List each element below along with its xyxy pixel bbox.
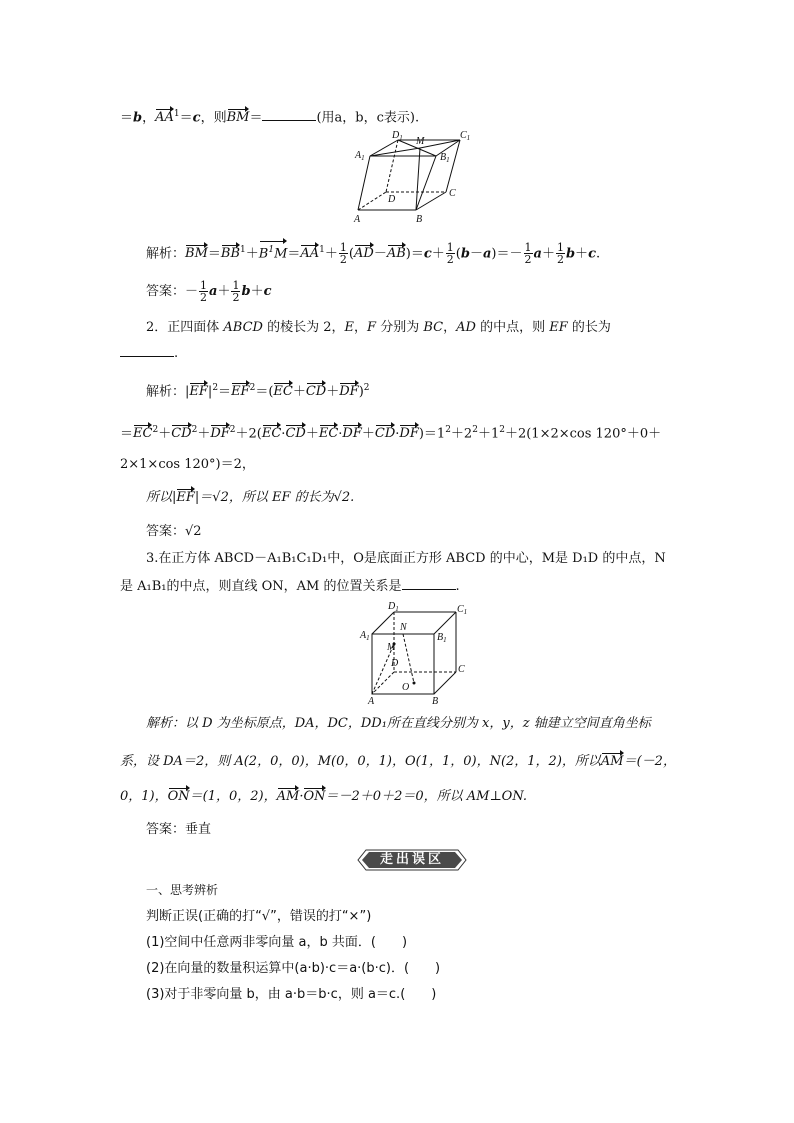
q3-solution-line2: 系，设 DA＝2，则 A(2，0，0)，M(0，0，1)，O(1，1，0)，N(2，1，2)，所以AM＝(－2， xyxy=(120,752,676,772)
q3-solution-line3: 0，1)，ON＝(1，0，2)，AM·ON＝－2＋0＋2＝0，所以 AM⊥ON. xyxy=(120,787,527,807)
fig2-label-b: B xyxy=(432,696,439,706)
q3-answer: 答案：垂直 xyxy=(146,822,212,837)
q2-solution-line1: 解析：$|EF|^2=EF^2=(EC+CD+DF)^2$ xyxy=(146,378,370,402)
q1-answer: 答案：－ $\frac{1}{2}$ a＋ $\frac{1}{2}$ b＋c xyxy=(146,279,272,304)
fig1-label-m: M xyxy=(416,136,425,147)
fig2-label-b1: $B_1$ xyxy=(437,632,447,644)
q2-solution-line2: $=EC^2+CD^2+DF^2+2(EC\cdot CD+EC\cdot DF+CD\cdot DF)=1^2+2^2+1^2+2(1\times 2\times\cos$ 120°＋0＋ xyxy=(120,420,661,444)
section-badge-text: 走出误区 xyxy=(379,852,444,867)
q2-stem: 2．正四面体 ABCD 的棱长为 2，E，F 分别为 BC，AD 的中点，则 EF 的长为 xyxy=(146,320,611,335)
fig1-label-b1: $B_1$ xyxy=(440,152,450,164)
q2-stem-blank: . xyxy=(120,344,178,364)
q1-stem-tail: (用a，b，c表示). xyxy=(316,110,420,126)
judge-item-3: (3)对于非零向量 b，由 a·b＝b·c，则 a＝c.( ) xyxy=(146,987,437,1002)
fig1-label-a: A xyxy=(354,214,361,225)
fig2-label-d1: $D_1$ xyxy=(388,601,399,613)
answer-blank xyxy=(262,108,316,121)
judge-item-1: (1)空间中任意两非零向量 a，b 共面．( ) xyxy=(146,935,408,950)
q3-solution-line1: 解析：以 D 为坐标原点，DA，DC，DD₁所在直线分别为 x，y，z 轴建立空间直角坐标 xyxy=(146,716,651,731)
q2-conclusion: 所以|EF|＝√2，所以 EF 的长为√2. xyxy=(146,488,354,508)
fig1-label-a1: $A_1$ xyxy=(355,150,365,162)
section-badge xyxy=(356,848,468,872)
section-instruction: 判断正误(正确的打“√”，错误的打“×”) xyxy=(146,909,372,924)
q3-stem-line1: 3.在正方体 ABCD－A₁B₁C₁D₁中，O是底面正方形 ABCD 的中心，M是 D₁D 的中点，N xyxy=(146,551,666,566)
q3-stem-line2: 是 A₁B₁的中点，则直线 ON，AM 的位置关系是 . xyxy=(120,579,460,594)
fig1-label-d1: $D_1$ xyxy=(392,130,403,142)
fig2-label-c: C xyxy=(458,664,465,675)
fig2-label-m: M xyxy=(387,642,396,653)
q1-solution: 解析：$BM=BB^1+B^1M=AA^1+$ $\frac{1}{2}$ (AD－AB)＝c＋ $\frac{1}{2}$ (b－a)＝－ $\frac{1}{2}$ a＋ $\frac{1}{2}$ b＋c. xyxy=(146,241,601,267)
fig1-label-c1: $C_1$ xyxy=(460,130,471,142)
q1-stem: ＝b，$AA^1=c$，则BM＝ (用a，b，c表示). xyxy=(120,104,419,128)
fig2-label-n: N xyxy=(400,622,407,633)
fig1-label-b: B xyxy=(416,214,423,225)
q3-answer-value: 垂直 xyxy=(185,822,212,837)
fig2-label-a1: $A_1$ xyxy=(360,630,370,642)
q2-answer-value: √2 xyxy=(185,524,202,539)
fig2-label-o: O xyxy=(402,682,410,693)
fig2-label-c1: $C_1$ xyxy=(457,604,468,616)
q2-solution-line3: 2×1×cos 120°)＝2， xyxy=(120,457,255,472)
judge-item-2: (2)在向量的数量积运算中(a·b)·c＝a·(b·c)．( ) xyxy=(146,961,441,976)
fig2-label-d: D xyxy=(391,658,399,669)
fig1-label-d: D xyxy=(388,194,396,205)
fig2-label-a: A xyxy=(368,696,375,706)
figure-parallelepiped xyxy=(350,130,480,226)
q2-answer: 答案：√2 xyxy=(146,524,202,539)
section-heading: 一、思考辨析 xyxy=(146,883,219,897)
fig1-label-c: C xyxy=(449,188,456,199)
figure-cube xyxy=(358,600,468,706)
